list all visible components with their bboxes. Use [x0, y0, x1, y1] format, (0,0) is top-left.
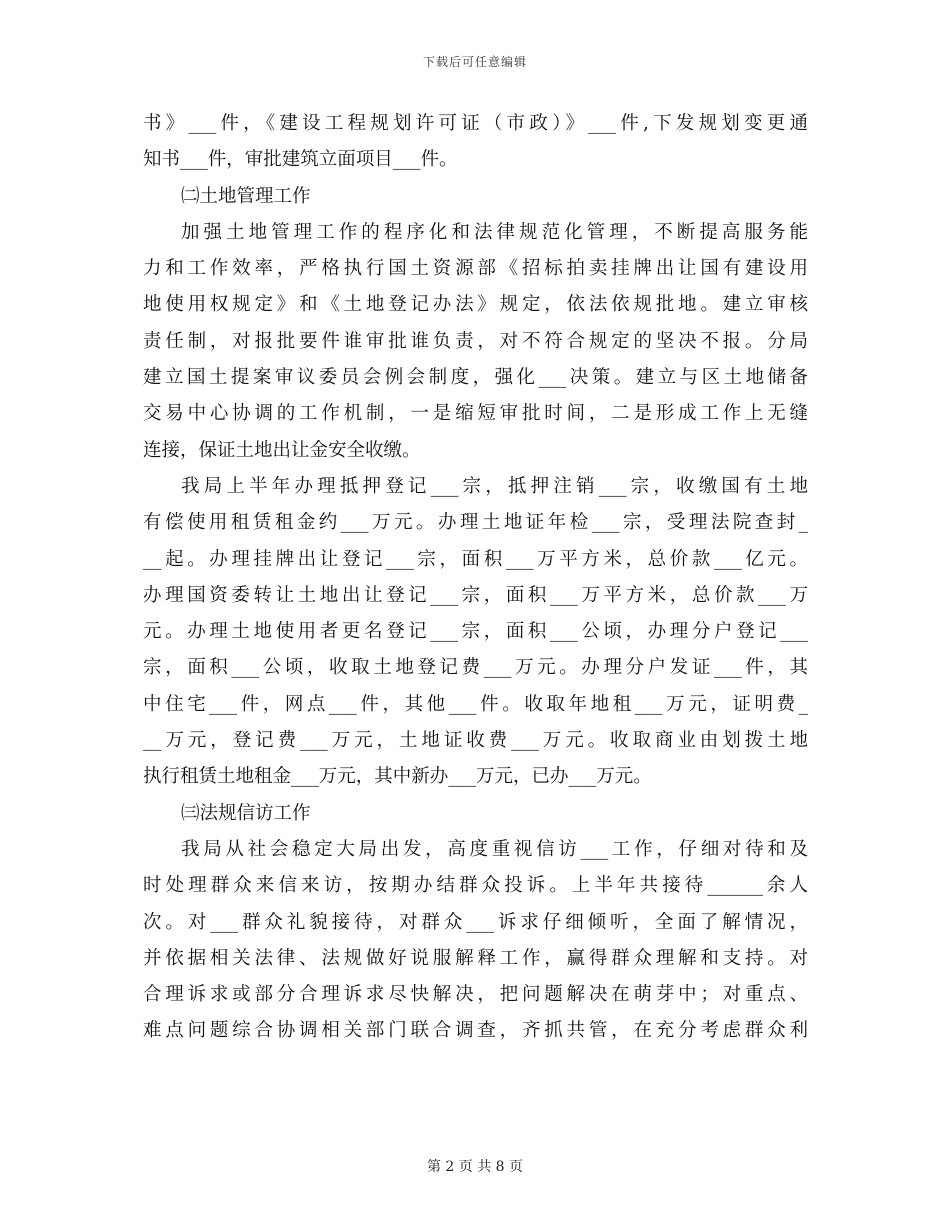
text-line: 办理国资委转让土地出让登记___宗，面积___万平方米，总价款___万: [143, 584, 808, 606]
text-line: 我局上半年办理抵押登记___宗，抵押注销___宗，收缴国有土地: [181, 475, 808, 497]
text-line: 时处理群众来信来访，按期办结群众投诉。上半年共接待______余人: [143, 875, 808, 897]
text-line: 交易中心协调的工作机制，一是缩短审批时间，二是形成工作上无缝: [143, 403, 808, 425]
text-line: 加强土地管理工作的程序化和法律规范化管理，不断提高服务能: [181, 221, 808, 243]
text-line: 元。办理土地使用者更名登记___宗，面积___公顷，办理分户登记___: [143, 621, 808, 643]
text-line: 力和工作效率，严格执行国土资源部《招标拍卖挂牌出让国有建设用: [143, 258, 808, 280]
text-line: __万元，登记费___万元，土地证收费___万元。收取商业由划拨土地: [143, 730, 808, 752]
section-heading: ㈡土地管理工作: [181, 185, 311, 207]
text-line: 并依据相关法律、法规做好说服解释工作，赢得群众理解和支持。对: [143, 947, 808, 969]
text-line: 合理诉求或部分合理诉求尽快解决，把问题解决在萌芽中；对重点、: [143, 984, 808, 1006]
text-line: 中住宅___件，网点___件，其他___件。收取年地租___万元，证明费_: [143, 693, 808, 715]
text-line: 知书___件，审批建筑立面项目___件。: [143, 149, 458, 171]
text-line: 书》___件，《建设工程规划许可证（市政）》___件,下发规划变更通: [143, 113, 808, 134]
text-line: 有偿使用租赁租金约___万元。办理土地证年检___宗，受理法院查封_: [143, 512, 808, 534]
document-body: [143, 106, 808, 1050]
text-line: 次。对___群众礼貌接待，对群众___诉求仔细倾听，全面了解情况，: [143, 911, 808, 933]
text-line: 难点问题综合协调相关部门联合调查，齐抓共管，在充分考虑群众利: [143, 1020, 808, 1042]
text-line: 责任制，对报批要件谁审批谁负责，对不符合规定的坚决不报。分局: [143, 330, 808, 352]
text-line: __起。办理挂牌出让登记___宗，面积___万平方米，总价款___亿元。: [143, 548, 808, 570]
page-number-footer: 第 2 页 共 8 页: [426, 1159, 524, 1175]
text-line: 连接，保证土地出让金安全收缴。: [143, 439, 421, 461]
text-line: 我局从社会稳定大局出发，高度重视信访___工作，仔细对待和及: [181, 838, 808, 860]
text-line: 建立国土提案审议委员会例会制度，强化___决策。建立与区土地储备: [143, 367, 808, 389]
text-line: 执行租赁土地租金___万元，其中新办___万元，已办___万元。: [143, 766, 652, 788]
page-header: 下载后可任意编辑: [422, 55, 527, 69]
section-heading: ㈢法规信访工作: [181, 802, 311, 824]
text-line: 宗，面积___公顷，收取土地登记费___万元。办理分户发证___件，其: [143, 657, 808, 679]
text-line: 地使用权规定》和《土地登记办法》规定，依法依规批地。建立审核: [143, 294, 808, 316]
